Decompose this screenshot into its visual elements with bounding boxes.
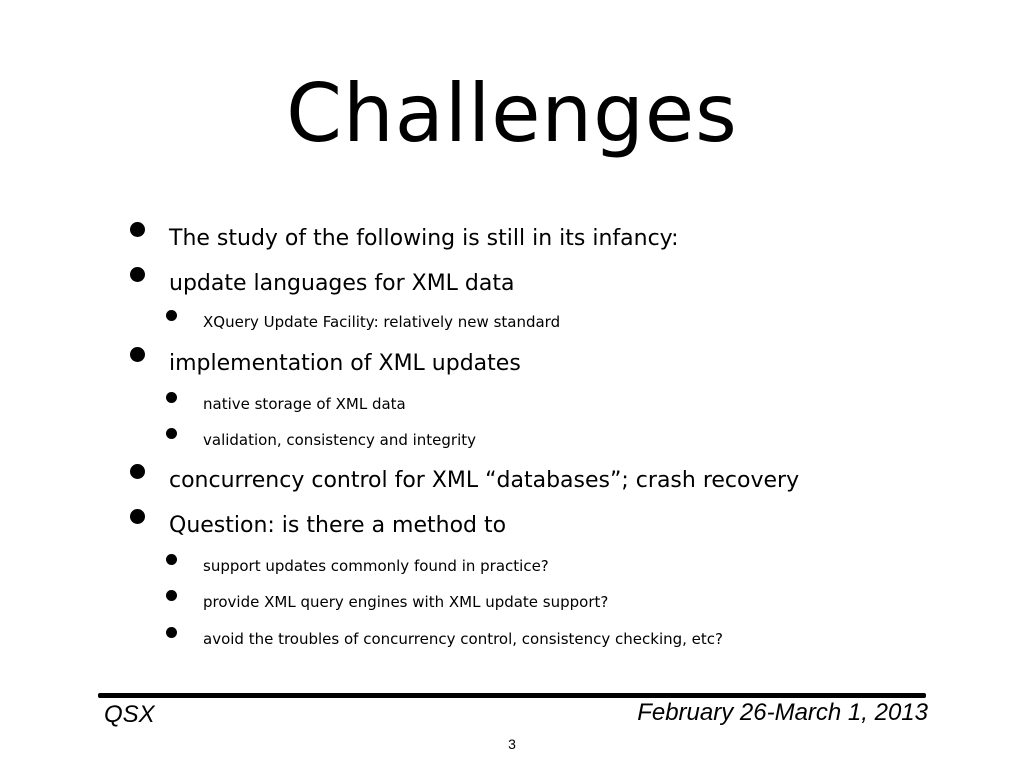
slide-title: Challenges	[286, 67, 738, 160]
bullet-dot-icon	[166, 627, 177, 638]
bullet-dot-icon	[130, 464, 145, 479]
bullet-dot-icon	[166, 554, 177, 565]
footer-course-label: QSX	[104, 701, 155, 728]
sub-bullet-text: support updates commonly found in practice?	[203, 557, 549, 575]
page-number: 3	[508, 736, 516, 752]
bullet-dot-icon	[166, 392, 177, 403]
bullet-text: The study of the following is still in its infancy:	[169, 226, 679, 251]
sub-bullet-text: provide XML query engines with XML update support?	[203, 593, 609, 611]
sub-bullet-text: validation, consistency and integrity	[203, 431, 477, 449]
footer-divider	[98, 693, 926, 698]
bullet-text: implementation of XML updates	[169, 351, 521, 376]
bullet-text: concurrency control for XML “databases”; crash recovery	[169, 468, 800, 493]
sub-bullet-text: XQuery Update Facility: relatively new standard	[203, 313, 561, 331]
sub-bullet-text: native storage of XML data	[203, 395, 406, 413]
bullet-dot-icon	[166, 590, 177, 601]
bullet-text: Question: is there a method to	[169, 513, 507, 538]
bullet-dot-icon	[130, 347, 145, 362]
sub-bullet-text: avoid the troubles of concurrency control, consistency checking, etc?	[203, 630, 724, 648]
bullet-dot-icon	[166, 428, 177, 439]
bullet-dot-icon	[130, 267, 145, 282]
bullet-text: update languages for XML data	[169, 271, 515, 296]
footer-date: February 26-March 1, 2013	[637, 699, 928, 726]
bullet-dot-icon	[166, 310, 177, 321]
bullet-dot-icon	[130, 222, 145, 237]
bullet-dot-icon	[130, 509, 145, 524]
